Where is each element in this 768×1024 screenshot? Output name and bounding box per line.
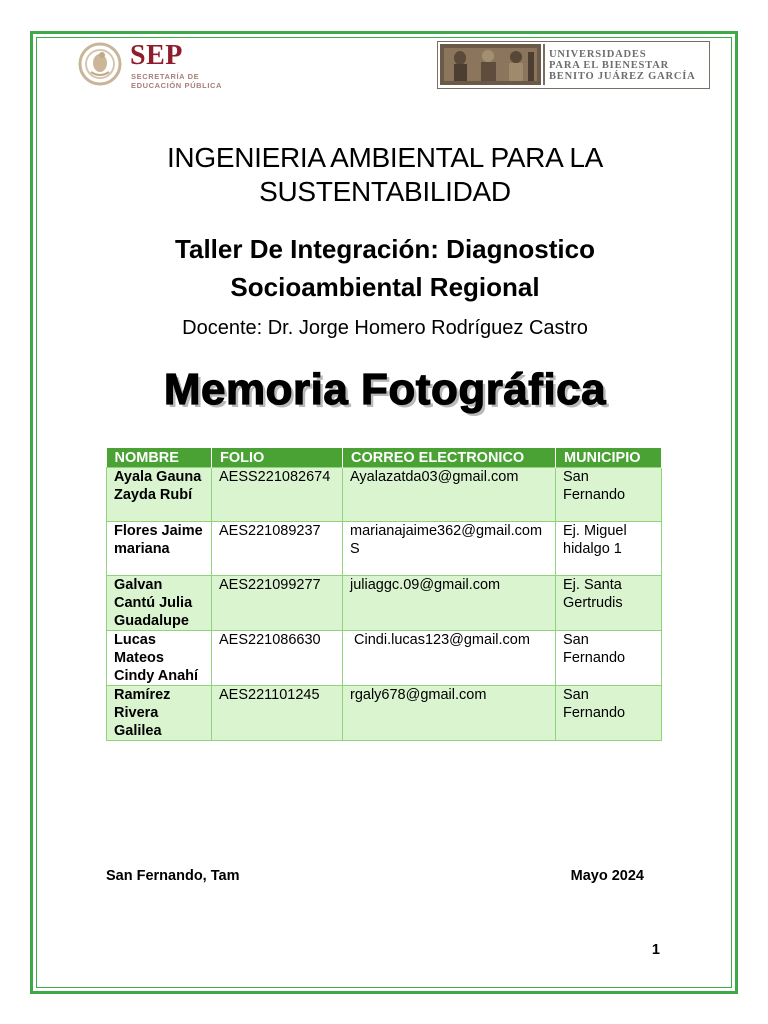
document-heading: Memoria Fotográfica [163,365,607,414]
footer-date: Mayo 2024 [570,868,644,884]
ubbj-line1: UNIVERSIDADES [549,49,647,60]
cell-municipio: Ej. Miguel hidalgo 1 [556,522,662,576]
table-row [107,631,662,686]
mexican-seal-icon [78,42,122,86]
workshop-title-line2: Socioambiental Regional [230,272,540,302]
cell-municipio: San Fernando [556,631,662,686]
page-number: 1 [651,942,660,958]
cell-email: marianajaime362@gmail.com S [343,522,556,576]
cell-email: juliaggc.09@gmail.com [343,576,556,631]
cell-folio: AES221086630 [212,631,343,686]
ubbj-logo [437,41,710,89]
header-folio: FOLIO [212,448,343,468]
cell-name: Flores Jaime mariana [107,522,212,576]
cell-name: Lucas Mateos Cindy Anahí [107,631,212,686]
sep-subtitle [131,72,222,90]
table-row [107,522,662,576]
cell-email: rgaly678@gmail.com [343,686,556,741]
cell-folio: AESS221082674 [212,468,343,522]
ubbj-line3: BENITO JUÁREZ GARCÍA [549,71,696,82]
cell-email: Ayalazatda03@gmail.com [343,468,556,522]
cell-name: Galvan Cantú Julia Guadalupe [107,576,212,631]
cell-municipio: Ej. Santa Gertrudis [556,576,662,631]
sep-subtitle-line2: EDUCACIÓN PÚBLICA [131,81,223,90]
program-title-line2: SUSTENTABILIDAD [259,176,511,207]
cell-folio: AES221099277 [212,576,343,631]
program-title [60,141,710,209]
table-row [107,576,662,631]
header-nombre: NOMBRE [107,448,212,468]
cell-name: Ayala Gauna Zayda Rubí [107,468,212,522]
cell-folio: AES221101245 [212,686,343,741]
workshop-title-line1: Taller De Integración: Diagnostico [175,234,595,264]
cell-name: Ramírez Rivera Galilea [107,686,212,741]
logo-divider [543,44,545,85]
sep-logo [78,40,228,92]
teacher-line: Docente: Dr. Jorge Homero Rodríguez Castro [182,317,588,339]
table-header-row [107,448,662,468]
table-row [107,686,662,741]
program-title-line1: INGENIERIA AMBIENTAL PARA LA [166,142,604,173]
ubbj-line2: PARA EL BIENESTAR [549,60,669,71]
cell-email: Cindi.lucas123@gmail.com [343,631,556,686]
footer-place: San Fernando, Tam [106,868,240,884]
table-row [107,468,662,522]
header-municipio: MUNICIPIO [556,448,662,468]
header-correo: CORREO ELECTRONICO [343,448,556,468]
workshop-title [60,230,710,306]
cell-folio: AES221089237 [212,522,343,576]
cell-municipio: San Fernando [556,686,662,741]
ubbj-wordmark [549,49,696,82]
mural-image [440,44,541,85]
sep-wordmark: SEP [130,40,183,71]
cell-municipio: San Fernando [556,468,662,522]
sep-subtitle-line1: SECRETARÍA DE [131,72,200,81]
student-table [106,448,662,741]
